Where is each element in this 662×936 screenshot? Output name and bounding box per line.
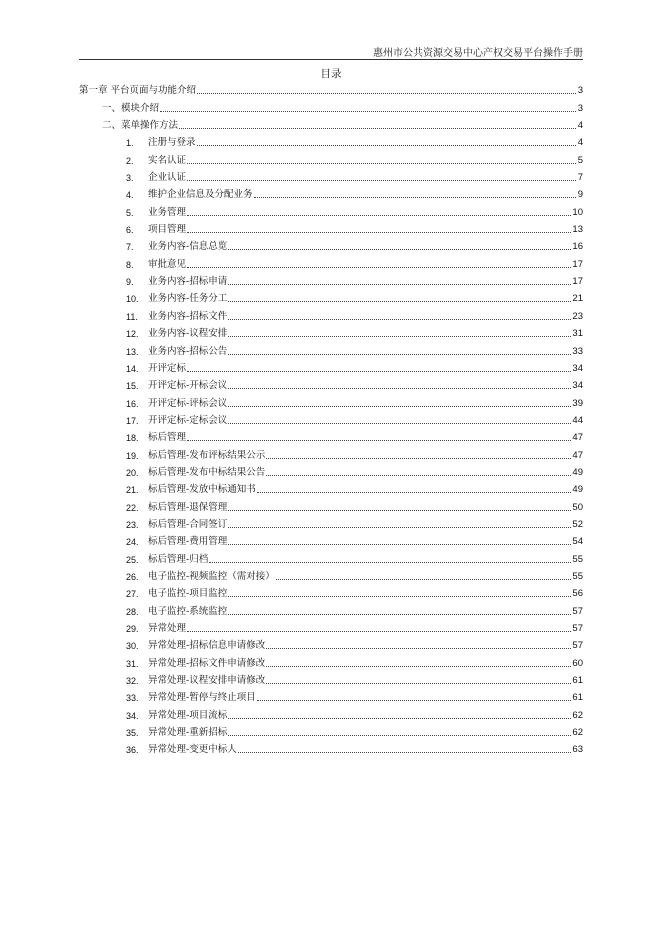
toc-item-entry[interactable]: [79, 288, 583, 305]
toc-item-entry[interactable]: [79, 340, 583, 357]
toc-item-entry[interactable]: [79, 392, 583, 409]
toc-item-entry[interactable]: [79, 722, 583, 739]
toc-chapter-entry[interactable]: [79, 80, 583, 97]
toc-entry-label: 业务内容-任务分工: [148, 293, 228, 305]
toc-entry-number: 11.: [126, 311, 138, 322]
toc-entry-page: 44: [572, 414, 583, 426]
toc-entry-number: 30.: [126, 641, 139, 652]
toc-entry-label: 业务内容-招标公告: [148, 345, 228, 357]
toc-dot-leader: [228, 406, 571, 407]
toc-entry-label: 电子监控-视频监控（需对接）: [148, 570, 275, 582]
toc-item-entry[interactable]: [79, 635, 583, 652]
toc-entry-label: 开评定标-开标会议: [148, 380, 228, 392]
toc-dot-leader: [228, 284, 571, 285]
toc-entry-page: 61: [572, 692, 583, 704]
toc-dot-leader: [187, 180, 576, 181]
toc-item-entry[interactable]: [79, 618, 583, 635]
toc-entry-page: 21: [572, 293, 583, 305]
toc-entry-page: 17: [572, 258, 583, 270]
toc-item-entry[interactable]: [79, 305, 583, 322]
toc-entry-label: 业务内容-议程安排: [148, 328, 228, 340]
toc-entry-number: 13.: [126, 346, 139, 357]
toc-entry-label: 标后管理: [148, 432, 187, 444]
toc-entry-label: 标后管理-发放中标通知书: [148, 484, 256, 496]
toc-entry-number: 2.: [126, 155, 134, 166]
toc-entry-number: 17.: [126, 415, 139, 426]
toc-dot-leader: [187, 631, 571, 632]
toc-entry-label: 企业认证: [148, 172, 187, 184]
toc-entry-page: 52: [572, 518, 583, 530]
toc-entry-number: 14.: [126, 363, 139, 374]
table-of-contents: [79, 80, 583, 756]
toc-entry-number: 26.: [126, 571, 139, 582]
toc-entry-label: 异常处理: [148, 623, 187, 634]
toc-entry-label: 异常处理-招标信息申请修改: [148, 640, 266, 652]
toc-entry-label: 业务内容-信息总览: [148, 241, 228, 253]
toc-entry-page: 33: [572, 345, 583, 357]
toc-entry-page: 49: [572, 466, 583, 478]
toc-entry-page: 31: [572, 328, 583, 340]
toc-item-entry[interactable]: [79, 201, 583, 218]
toc-entry-page: 56: [572, 588, 583, 600]
toc-item-entry[interactable]: [79, 271, 583, 288]
toc-item-entry[interactable]: [79, 739, 583, 756]
running-header: 惠州市公共资源交易中心产权交易平台操作手册: [373, 48, 583, 59]
toc-item-entry[interactable]: [79, 462, 583, 479]
toc-entry-page: 49: [572, 484, 583, 496]
toc-item-entry[interactable]: [79, 149, 583, 166]
toc-entry-page: 16: [572, 241, 583, 253]
toc-section-entry[interactable]: [79, 97, 583, 114]
toc-entry-label: 开评定标-定标会议: [148, 414, 228, 426]
toc-entry-number: 15.: [126, 381, 139, 392]
toc-entry-label: 标后管理-归档: [148, 553, 209, 565]
toc-dot-leader: [187, 163, 576, 164]
toc-entry-label: 业务管理: [148, 206, 187, 218]
toc-entry-label: 标后管理-合同签订: [148, 518, 228, 530]
toc-entry-number: 12.: [126, 329, 139, 340]
toc-entry-number: 18.: [126, 433, 139, 444]
toc-item-entry[interactable]: [79, 600, 583, 617]
toc-entry-number: 6.: [126, 225, 134, 236]
toc-dot-leader: [228, 388, 571, 389]
toc-entry-page: 60: [572, 657, 583, 669]
toc-dot-leader: [187, 371, 571, 372]
toc-item-entry[interactable]: [79, 444, 583, 461]
header-rule: [79, 59, 583, 60]
toc-entry-number: 21.: [126, 485, 139, 496]
toc-entry-label: 电子监控-系统监控: [148, 605, 228, 617]
toc-entry-label: 业务内容-招标申请: [148, 276, 228, 288]
toc-dot-leader: [266, 475, 571, 476]
toc-entry-page: 3: [577, 85, 583, 97]
toc-entry-page: 4: [577, 137, 583, 149]
toc-entry-label: 标后管理-发布中标结果公告: [148, 466, 266, 478]
toc-item-entry[interactable]: [79, 652, 583, 669]
toc-entry-number: 16.: [126, 398, 139, 409]
toc-item-entry[interactable]: [79, 132, 583, 149]
toc-item-entry[interactable]: [79, 358, 583, 375]
toc-item-entry[interactable]: [79, 548, 583, 565]
toc-entry-page: 10: [572, 206, 583, 218]
toc-item-entry[interactable]: [79, 704, 583, 721]
toc-entry-page: 23: [572, 310, 583, 322]
toc-entry-label: 维护企业信息及分配业务: [148, 189, 253, 201]
toc-entry-page: 57: [572, 640, 583, 652]
toc-entry-page: 13: [572, 224, 583, 236]
toc-entry-page: 4: [577, 120, 583, 132]
toc-dot-leader: [228, 718, 571, 719]
toc-dot-leader: [228, 301, 571, 302]
toc-entry-number: 34.: [126, 710, 139, 721]
toc-item-entry[interactable]: [79, 375, 583, 392]
toc-dot-leader: [228, 423, 571, 424]
toc-entry-label: 项目管理: [148, 224, 187, 236]
toc-dot-leader: [187, 232, 571, 233]
toc-entry-number: 25.: [126, 554, 139, 565]
toc-entry-page: 57: [572, 605, 583, 617]
toc-dot-leader: [266, 648, 571, 649]
toc-entry-page: 34: [572, 380, 583, 392]
toc-dot-leader: [209, 562, 571, 563]
toc-entry-number: 33.: [126, 693, 139, 704]
toc-dot-leader: [228, 249, 571, 250]
toc-dot-leader: [228, 596, 571, 597]
toc-dot-leader: [257, 700, 572, 701]
toc-entry-page: 62: [572, 727, 583, 739]
toc-entry-page: 9: [577, 189, 583, 201]
toc-entry-number: 3.: [126, 173, 134, 184]
toc-entry-label: 业务内容-招标文件: [148, 310, 228, 322]
toc-dot-leader: [254, 197, 576, 198]
toc-item-entry[interactable]: [79, 410, 583, 427]
toc-item-entry[interactable]: [79, 496, 583, 513]
toc-entry-label: 第一章 平台页面与功能介绍: [79, 85, 197, 97]
toc-entry-number: 27.: [126, 589, 139, 600]
toc-entry-label: 异常处理-招标文件申请修改: [148, 657, 266, 669]
toc-dot-leader: [228, 735, 571, 736]
toc-entry-page: 34: [572, 362, 583, 374]
toc-dot-leader: [187, 440, 571, 441]
toc-dot-leader: [187, 267, 571, 268]
toc-entry-page: 39: [572, 397, 583, 409]
toc-dot-leader: [160, 111, 576, 112]
toc-item-entry[interactable]: [79, 670, 583, 687]
toc-item-entry[interactable]: [79, 323, 583, 340]
toc-entry-number: 28.: [126, 606, 139, 617]
toc-entry-label: 实名认证: [148, 154, 187, 166]
toc-item-entry[interactable]: [79, 427, 583, 444]
toc-entry-label: 开评定标: [148, 362, 187, 374]
toc-entry-label: 异常处理-变更中标人: [148, 744, 237, 756]
toc-title: 目录: [320, 68, 342, 80]
toc-entry-label: 二、菜单操作方法: [102, 120, 179, 132]
toc-entry-page: 7: [577, 172, 583, 184]
toc-item-entry[interactable]: [79, 253, 583, 270]
toc-entry-label: 开评定标-评标会议: [148, 397, 228, 409]
toc-entry-page: 61: [572, 675, 583, 687]
toc-entry-label: 注册与登录: [148, 137, 196, 149]
toc-entry-label: 异常处理-议程安排申请修改: [148, 675, 266, 687]
toc-dot-leader: [238, 752, 572, 753]
toc-entry-number: 23.: [126, 519, 139, 530]
toc-item-entry[interactable]: [79, 236, 583, 253]
toc-dot-leader: [228, 354, 571, 355]
toc-item-entry[interactable]: [79, 479, 583, 496]
toc-section-entry[interactable]: [79, 115, 583, 132]
toc-entry-number: 5.: [126, 207, 134, 218]
toc-entry-label: 标后管理-费用管理: [148, 536, 228, 548]
toc-entry-label: 标后管理-发布评标结果公示: [148, 449, 266, 461]
toc-entry-number: 4.: [126, 190, 134, 201]
toc-item-entry[interactable]: [79, 219, 583, 236]
toc-item-entry[interactable]: [79, 184, 583, 201]
toc-entry-page: 5: [577, 154, 583, 166]
toc-entry-number: 1.: [126, 138, 134, 149]
toc-entry-page: 57: [572, 623, 583, 634]
toc-item-entry[interactable]: [79, 531, 583, 548]
toc-item-entry[interactable]: [79, 566, 583, 583]
toc-dot-leader: [179, 128, 576, 129]
toc-dot-leader: [266, 666, 571, 667]
toc-entry-label: 标后管理-退保管理: [148, 501, 228, 513]
toc-entry-number: 9.: [126, 277, 134, 288]
toc-entry-page: 62: [572, 709, 583, 721]
toc-item-entry[interactable]: [79, 687, 583, 704]
toc-entry-page: 63: [572, 744, 583, 756]
toc-dot-leader: [276, 579, 572, 580]
toc-entry-label: 审批意见: [148, 258, 187, 270]
toc-item-list: [79, 132, 583, 756]
toc-entry-number: 7.: [126, 242, 134, 253]
toc-dot-leader: [266, 683, 571, 684]
toc-entry-number: 10.: [126, 294, 139, 305]
toc-dot-leader: [187, 215, 571, 216]
toc-entry-number: 31.: [126, 658, 139, 669]
toc-entry-page: 50: [572, 501, 583, 513]
toc-item-entry[interactable]: [79, 167, 583, 184]
toc-dot-leader: [228, 319, 571, 320]
toc-dot-leader: [197, 93, 576, 94]
toc-dot-leader: [228, 510, 571, 511]
toc-entry-page: 55: [572, 570, 583, 582]
toc-dot-leader: [228, 527, 571, 528]
toc-dot-leader: [228, 336, 571, 337]
toc-entry-number: 24.: [126, 537, 139, 548]
toc-entry-label: 一、模块介绍: [102, 102, 160, 114]
toc-dot-leader: [228, 614, 571, 615]
toc-entry-number: 29.: [126, 624, 139, 634]
toc-entry-page: 47: [572, 449, 583, 461]
toc-entry-page: 55: [572, 553, 583, 565]
toc-entry-page: 17: [572, 276, 583, 288]
toc-entry-label: 异常处理-暂停与终止项目: [148, 692, 256, 704]
toc-entry-number: 20.: [126, 467, 139, 478]
toc-entry-label: 异常处理-项目流标: [148, 709, 228, 721]
toc-dot-leader: [197, 145, 576, 146]
toc-item-entry[interactable]: [79, 583, 583, 600]
toc-entry-label: 异常处理-重新招标: [148, 727, 228, 739]
toc-entry-number: 32.: [126, 676, 139, 687]
toc-entry-label: 电子监控-项目监控: [148, 588, 228, 600]
toc-entry-number: 22.: [126, 502, 139, 513]
toc-dot-leader: [228, 544, 571, 545]
toc-entry-number: 8.: [126, 259, 134, 270]
toc-entry-number: 35.: [126, 728, 139, 739]
toc-entry-number: 36.: [126, 745, 139, 756]
toc-entry-number: 19.: [126, 450, 139, 461]
toc-dot-leader: [257, 492, 572, 493]
toc-item-entry[interactable]: [79, 514, 583, 531]
toc-entry-page: 47: [572, 432, 583, 444]
toc-entry-page: 3: [577, 102, 583, 114]
toc-entry-page: 54: [572, 536, 583, 548]
toc-dot-leader: [266, 458, 571, 459]
